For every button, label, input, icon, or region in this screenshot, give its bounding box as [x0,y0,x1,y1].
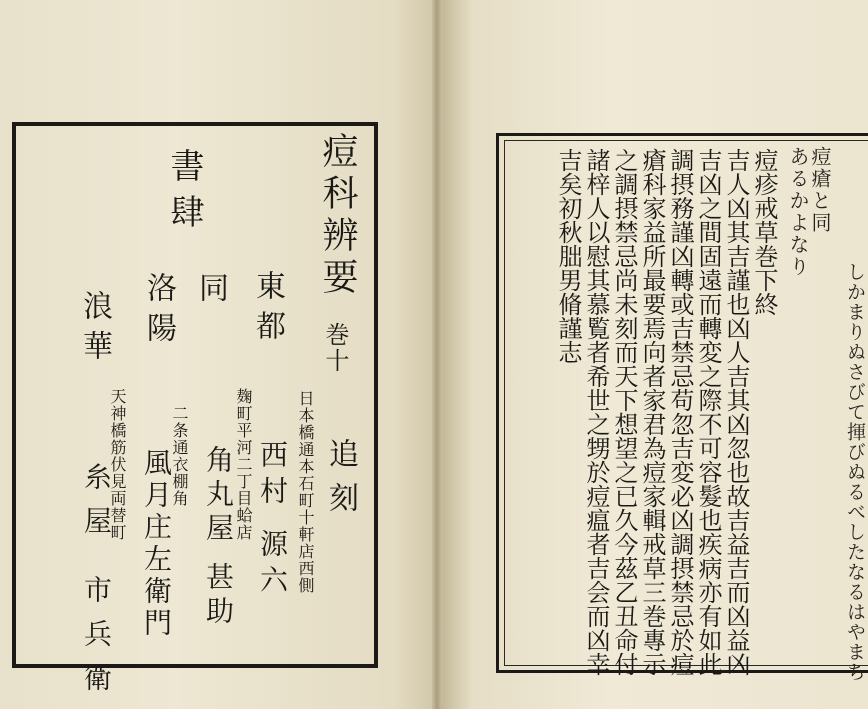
city-tokyo: 東都 [250,270,285,350]
volume-label: 巻十 [321,322,349,374]
city-kyoto: 洛陽 [141,272,176,352]
text-column-3: 吉凶之間固遠而轉変之際不可容髮也疾病亦有如此 [694,148,722,676]
margin-note-1: 痘瘡と同 [808,146,832,234]
publisher-1-address: 日本橋通本石町十軒店西側 [296,390,315,594]
publishers-heading: 書肆 [164,148,204,240]
text-column-5: 瘡科家益所最要焉向者家君為痘家輯戒草三巻專示 [638,148,666,676]
text-column-4: 調摂務謹凶轉或吉禁忌苟忽吉変必凶調摂禁忌於痘 [666,148,694,676]
cursive-gloss: しかまりぬさびて揮びぬるべしたなるはやまち [844,262,866,682]
publisher-3-name: 風月庄左衛門 [140,448,173,640]
publisher-2-name: 角丸屋 甚助 [202,445,235,630]
city-osaka: 浪華 [77,290,112,370]
supplement-label: 追刻 [323,438,358,526]
margin-note-2: あるかよなり [786,146,810,278]
text-column-2: 吉人凶其吉謹也凶人吉其凶忽也故吉益吉而凶益凶 [722,148,750,676]
publisher-2-address: 麹町平河二丁目蛤店 [234,388,253,541]
book-title: 痘科辨要 [317,132,358,300]
text-column-6: 之調摂禁忌尚未刻而天下想望之已久今茲乙丑命付 [610,148,638,676]
text-column-1: 痘疹戒草巻下終 [750,148,778,316]
text-column-8: 吉矣初秋朏男脩謹志 [554,148,582,364]
publisher-4-name: 糸屋 市兵衛 [80,462,113,707]
text-column-7: 諸梓人以慰其慕覧者希世之甥於痘瘟者吉会而凶幸 [582,148,610,676]
publisher-3-address: 二条通衣棚角 [170,405,189,507]
publisher-4-address: 天神橋筋伏見両替町 [108,388,127,541]
publisher-1-name: 西村 源六 [256,440,289,601]
city-same: 同 [193,272,228,312]
book-gutter [432,0,442,709]
